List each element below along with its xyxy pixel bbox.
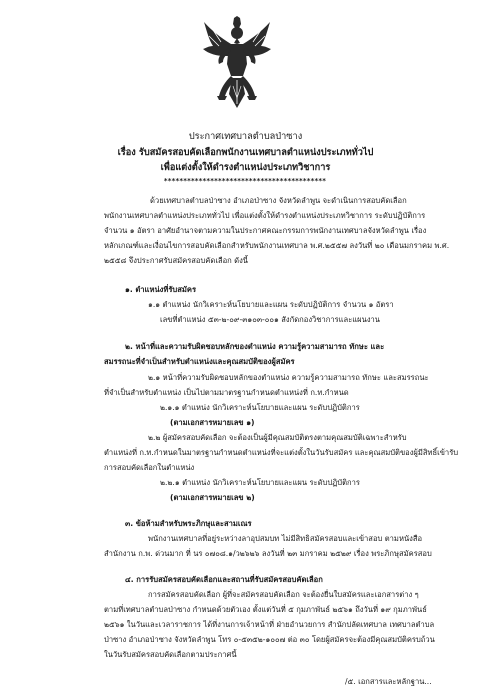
section1-heading: ๑. ตำแหน่งที่รับสมัคร (125, 285, 197, 294)
section1-line: ๑.๑ ตำแหน่ง นักวิเคราะห์นโยบายและแผน ระดับปฏิบัติการ จำนวน ๑ อัตรา (148, 300, 394, 309)
section2-line: ที่จำเป็นสำหรับตำแหน่ง เป็นไปตามมาตรฐานกำหนดตำแหน่งที่ ก.ท.กำหนด (104, 388, 349, 397)
separator: ****************************************** (163, 177, 327, 185)
section4-heading: ๔. การรับสมัครสอบคัดเลือกและสถานที่รับสมัครสอบคัดเลือก (125, 575, 323, 584)
section4-line: ป่าซาง อำเภอป่าซาง จังหวัดลำพูน โทร ๐-๕๓๕๒-๑๐๐๗ ต่อ ๓๐ โดยผู้สมัครจะต้องมีคุณสมบัติครบถ้วน (104, 635, 435, 644)
section4-line: ในวันรับสมัครสอบคัดเลือกตามประกาศนี้ (104, 650, 237, 659)
section2-heading: ๒. หน้าที่และความรับผิดชอบหลักของตำแหน่ง ความรู้ความสามารถ ทักษะ และ (125, 342, 385, 351)
section2-attachment-ref: (ตามเอกสารหมายเลข ๑) (170, 418, 255, 427)
section2-line: ๒.๑ หน้าที่ความรับผิดชอบหลักของตำแหน่ง ความรู้ความสามารถ ทักษะ และสมรรถนะ (148, 373, 429, 382)
intro-line: ด้วยเทศบาลตำบลป่าซาง อำเภอป่าซาง จังหวัดลำพูน จะดำเนินการสอบคัดเลือก (150, 196, 407, 205)
section1-line: เลขที่ตำแหน่ง ๕๓-๒-๐๙-๓๑๐๓-๐๐๑ สังกัดกองวิชาการและแผนงาน (160, 315, 380, 324)
section2-heading: สมรรถนะที่จำเป็นสำหรับตำแหน่งและคุณสมบัติของผู้สมัคร (104, 357, 295, 366)
continuation-note: /๕. เอกสารและหลักฐาน... (345, 677, 432, 686)
section3-line: สำนักงาน ก.พ. ด่วนมาก ที่ นร ๐๗๐๘.๑/ว๒๖๒๖ ลงวันที่ ๒๓ มกราคม ๒๕๒๙ เรื่อง พระภิกษุสมัครสอบ (104, 549, 432, 558)
section2-line: ตำแหน่งที่ ก.ท.กำหนดในมาตรฐานกำหนดตำแหน่งที่จะแต่งตั้งในวันรับสมัคร และคุณสมบัติของผู้มีสิทธิ์เข้ารับ (104, 448, 459, 457)
intro-line: พนักงานเทศบาลตำแหน่งประเภททั่วไป เพื่อแต่งตั้งให้ดำรงตำแหน่งประเภทวิชาการ ระดับปฏิบัติการ (104, 211, 426, 220)
intro-line: หลักเกณฑ์และเงื่อนไขการสอบคัดเลือกสำหรับพนักงานเทศบาล พ.ศ.๒๕๕๗ ลงวันที่ ๒๐ เดือนมกราคม พ.ศ. (104, 241, 450, 250)
intro-line: จำนวน ๑ อัตรา อาศัยอำนาจตามความในประกาศคณะกรรมการพนักงานเทศบาลจังหวัดลำพูน เรื่อง (104, 226, 427, 235)
section4-line: ตามที่เทศบาลตำบลป่าซาง กำหนดด้วยตัวเอง ตั้งแต่วันที่ ๕ กุมภาพันธ์ ๒๕๖๑ ถึงวันที่ ๑๙ กุมภาพันธ์ (104, 605, 427, 614)
section2-line: ๒.๒ ผู้สมัครสอบคัดเลือก จะต้องเป็นผู้มีคุณสมบัติตรงตามคุณสมบัติเฉพาะสำหรับ (148, 433, 407, 442)
section4-line: ๒๕๖๑ ในวันและเวลาราชการ ได้ที่งานการเจ้าหน้าที่ ฝ่ายอำนวยการ สำนักปลัดเทศบาล เทศบาลตำบล (104, 620, 435, 629)
section3-line: พนักงานเทศบาลที่อยู่ระหว่างลาอุปสมบท ไม่มีสิทธิสมัครสอบและเข้าสอบ ตามหนังสือ (148, 534, 423, 543)
document-subject-line2: เพื่อแต่งตั้งให้ดำรงตำแหน่งประเภทวิชาการ (160, 162, 331, 173)
section2-line: ๒.๒.๑ ตำแหน่ง นักวิเคราะห์นโยบายและแผน ระดับปฏิบัติการ (160, 478, 360, 487)
section2-line: การสอบคัดเลือกในตำแหน่ง (104, 463, 195, 472)
section2-attachment-ref: (ตามเอกสารหมายเลข ๒) (170, 493, 255, 502)
document-title: ประกาศเทศบาลตำบลป่าซาง (188, 131, 303, 142)
section2-line: ๒.๑.๑ ตำแหน่ง นักวิเคราะห์นโยบายและแผน ระดับปฏิบัติการ (160, 403, 360, 412)
document-subject-line1: เรื่อง รับสมัครสอบคัดเลือกพนักงานเทศบาลตำแหน่งประเภททั่วไป (117, 147, 374, 158)
garuda-emblem-icon (201, 16, 273, 114)
intro-line: ๒๕๕๘ จึงประกาศรับสมัครสอบคัดเลือก ดังนี้ (104, 256, 248, 265)
section4-line: การสมัครสอบคัดเลือก ผู้ที่จะสมัครสอบคัดเลือก จะต้องยื่นใบสมัครและเอกสารต่าง ๆ (148, 590, 419, 599)
section3-heading: ๓. ข้อห้ามสำหรับพระภิกษุและสามเณร (125, 519, 252, 528)
